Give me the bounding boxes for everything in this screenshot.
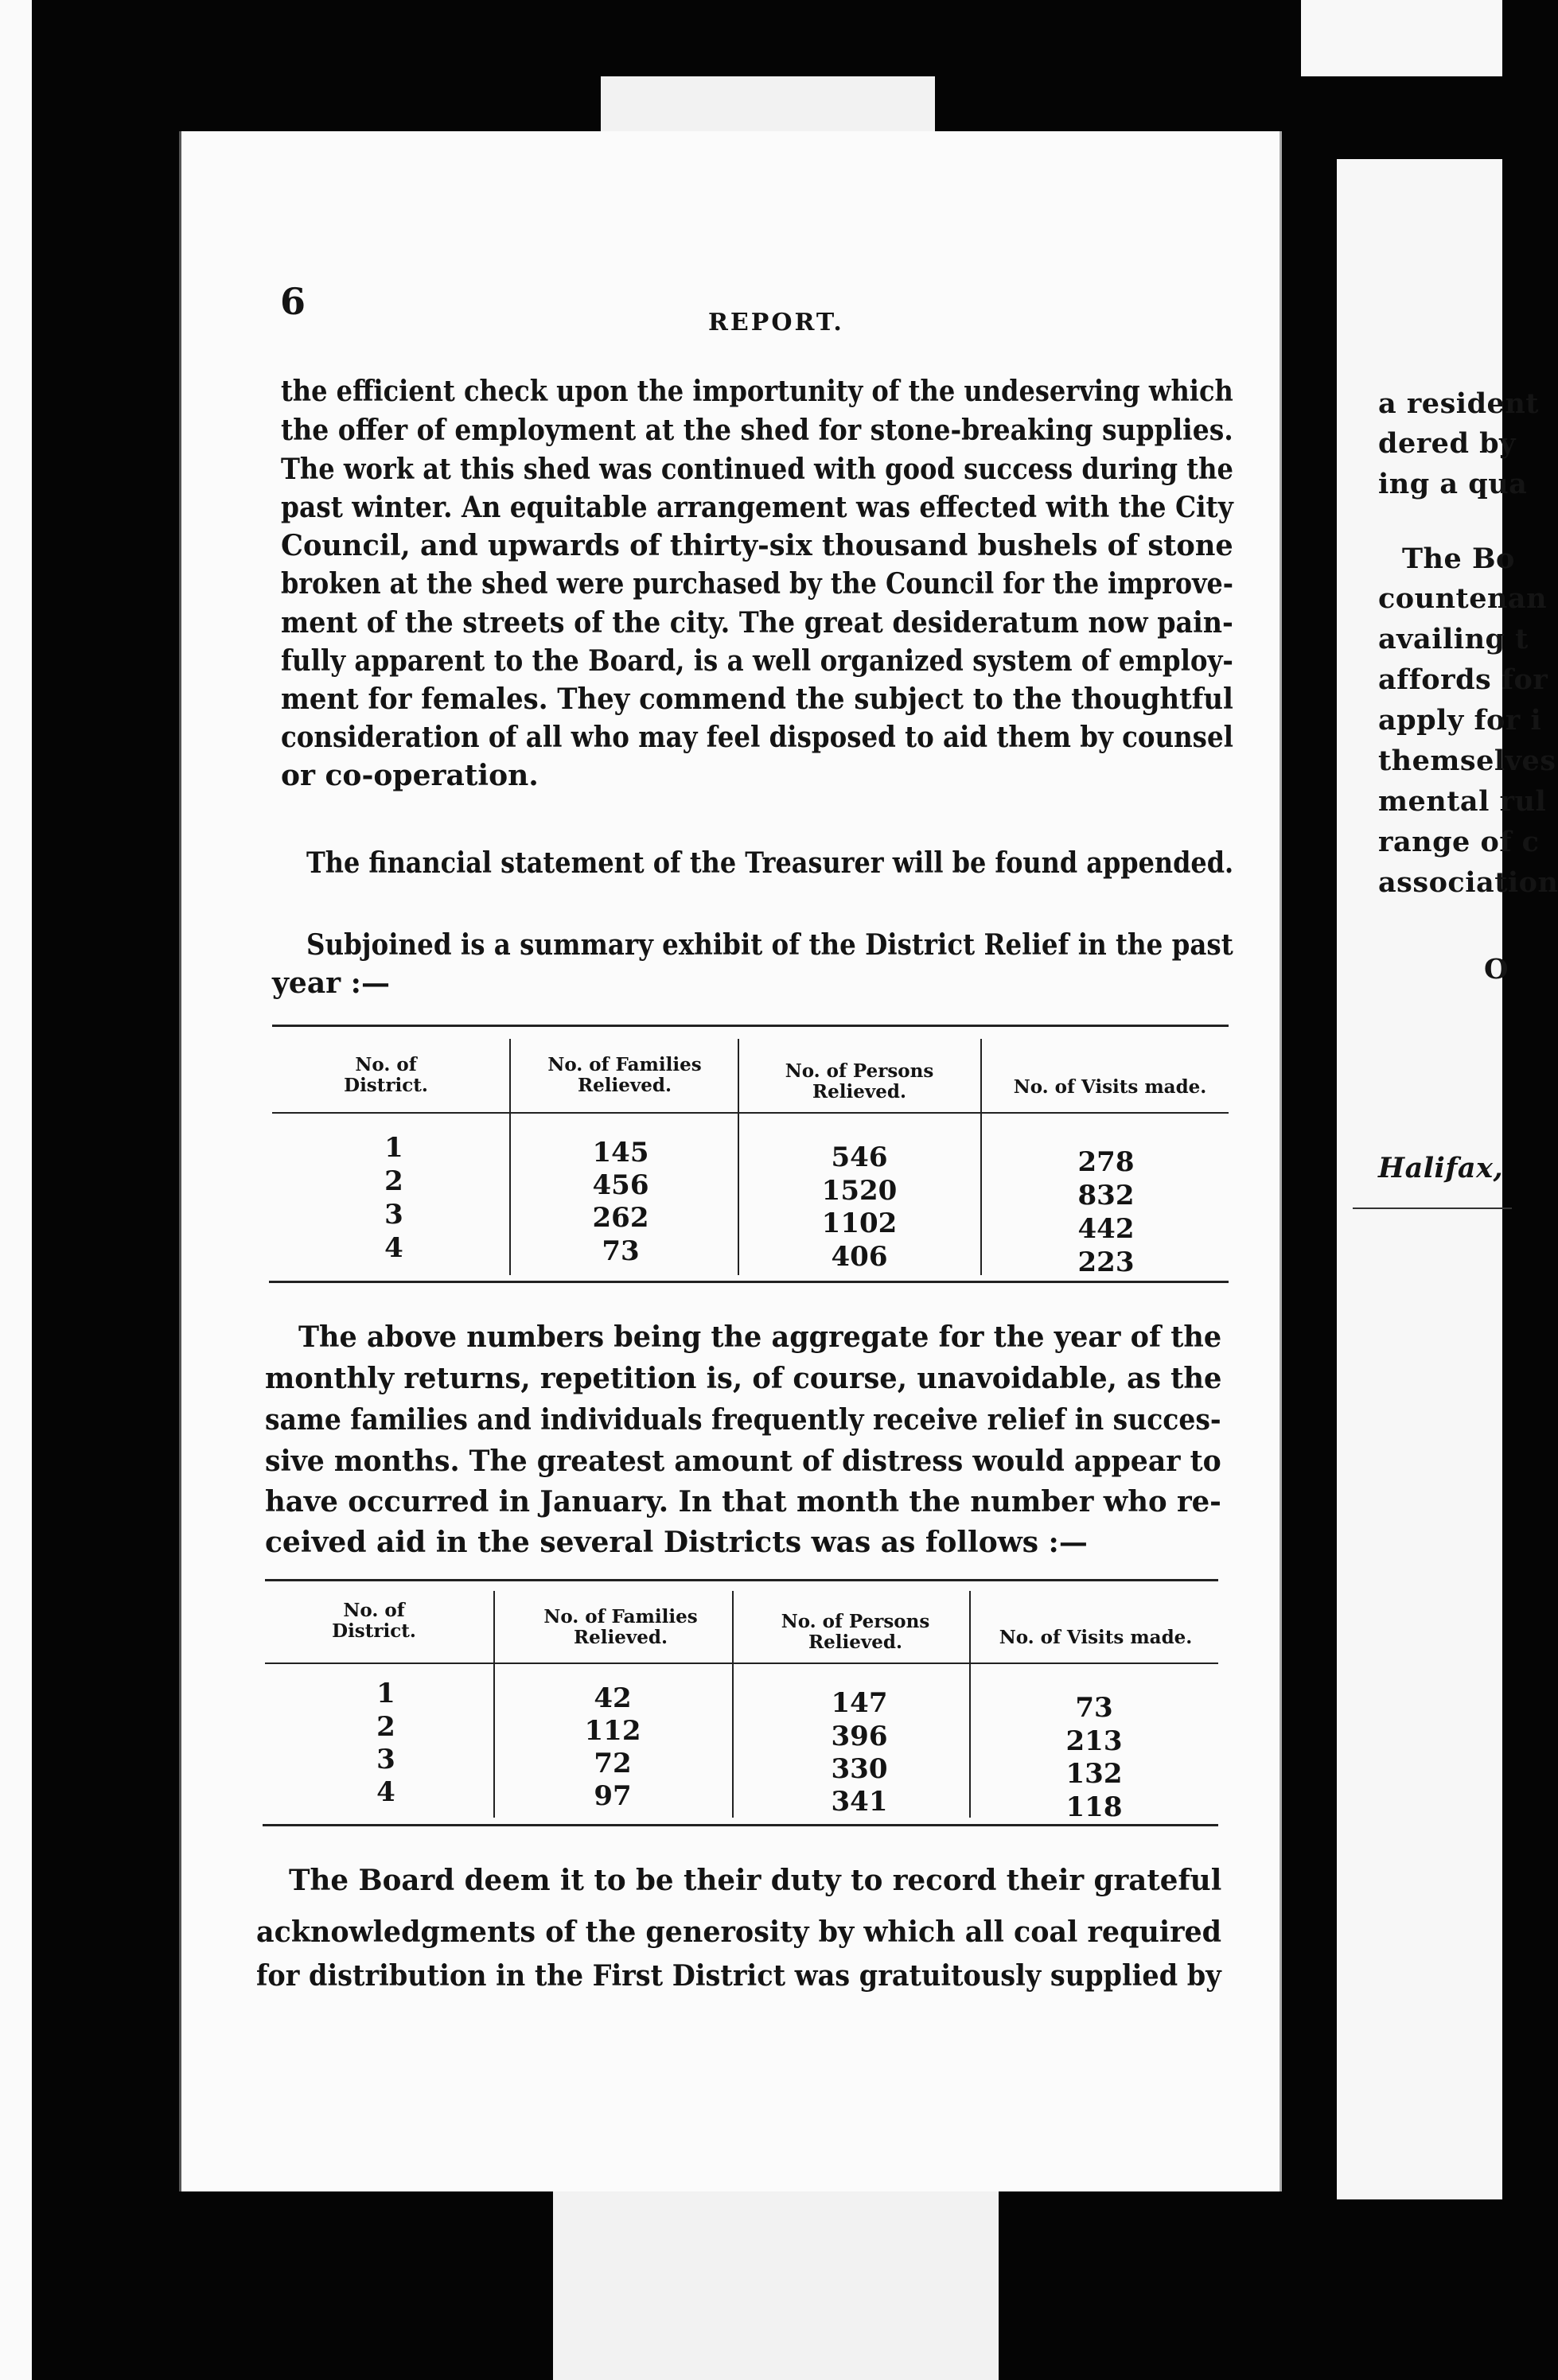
facing-line: availing t (1378, 623, 1529, 655)
body-line: acknowledgments of the generosity by which all coal required (256, 1915, 1222, 1949)
body-line: fully apparent to the Board, is a well organized system of employ- (281, 644, 1233, 678)
table-cell: 396 (831, 1721, 888, 1752)
table-cell: 2 (376, 1711, 395, 1743)
table-cell: 97 (594, 1780, 632, 1812)
table-cell: 1520 (821, 1175, 898, 1207)
body-line: the efficient check upon the importunity of the undeserving which (281, 375, 1233, 408)
body-line: The financial statement of the Treasurer will be found appended. (306, 846, 1234, 880)
body-line: Council, and upwards of thirty-six thousand bushels of stone (281, 529, 1233, 562)
table-cell: 1 (376, 1678, 395, 1709)
body-line: monthly returns, repetition is, of course, unavoidable, as the (265, 1362, 1222, 1395)
page-number: 6 (280, 280, 306, 323)
scan-edge-left (0, 0, 32, 2380)
facing-line: a resident (1378, 387, 1539, 420)
table-cell: 1102 (821, 1208, 898, 1239)
body-line: ceived aid in the several Districts was as follows :— (265, 1526, 1088, 1559)
facing-line: The Bo (1402, 542, 1515, 575)
table-rule (269, 1281, 1229, 1283)
table-cell: 1 (384, 1132, 403, 1164)
facing-rule (1353, 1208, 1512, 1209)
table-header: No. of District. (344, 1054, 428, 1097)
table-column-rule (509, 1039, 511, 1275)
table-rule (272, 1112, 1229, 1114)
table-cell: 456 (592, 1169, 649, 1201)
table-header: No. of Persons Relieved. (781, 1611, 930, 1654)
table-cell: 213 (1065, 1725, 1123, 1757)
body-line: for distribution in the First District was gratuitously supplied by (256, 1959, 1221, 1993)
table-cell: 73 (602, 1235, 640, 1267)
facing-line: mental rul (1378, 785, 1547, 818)
facing-line: association (1378, 866, 1558, 899)
body-line: The work at this shed was continued with good success during the (281, 453, 1233, 486)
facing-page (1337, 159, 1558, 2199)
table-header: No. of Persons Relieved. (785, 1060, 934, 1103)
table-cell: 278 (1077, 1146, 1135, 1178)
running-head: REPORT. (708, 309, 844, 336)
body-line: Subjoined is a summary exhibit of the District Relief in the past (306, 928, 1233, 962)
body-line: The above numbers being the aggregate for the year of the (298, 1320, 1222, 1354)
facing-line: affords for (1378, 663, 1548, 696)
table-cell: 406 (831, 1241, 888, 1273)
table-cell: 262 (592, 1202, 649, 1234)
table-column-rule (980, 1039, 982, 1275)
body-line: ment of the streets of the city. The great desideratum now pain- (281, 606, 1233, 640)
table-column-rule (732, 1591, 734, 1818)
table-cell: 2 (384, 1165, 403, 1197)
body-line: have occurred in January. In that month the number who re- (265, 1485, 1221, 1519)
table-cell: 132 (1065, 1758, 1123, 1790)
facing-line: apply for i (1378, 704, 1542, 737)
table-cell: 442 (1077, 1213, 1135, 1245)
table-cell: 4 (376, 1776, 395, 1808)
table-rule (272, 1025, 1229, 1027)
facing-signature: Halifax, (1378, 1152, 1504, 1184)
body-line: consideration of all who may feel disposed to aid them by counsel (281, 721, 1233, 754)
table-cell: 147 (831, 1687, 888, 1719)
table-column-rule (969, 1591, 971, 1818)
table-cell: 832 (1077, 1180, 1135, 1211)
table-cell: 341 (831, 1786, 888, 1818)
table-cell: 73 (1075, 1692, 1113, 1724)
body-line: broken at the shed were purchased by the Council for the improve- (281, 567, 1233, 601)
facing-line: O (1484, 953, 1509, 986)
facing-line: ing a qua (1378, 468, 1528, 500)
table-cell: 330 (831, 1753, 888, 1785)
table-cell: 112 (584, 1715, 641, 1747)
table-rule (265, 1662, 1218, 1664)
table-cell: 118 (1065, 1791, 1123, 1823)
table-cell: 145 (592, 1137, 649, 1169)
table-cell: 223 (1077, 1246, 1135, 1278)
body-line: the offer of employment at the shed for stone-breaking supplies. (281, 414, 1233, 447)
table-cell: 3 (384, 1199, 403, 1231)
table-cell: 4 (384, 1232, 403, 1264)
table-header: No. of Families Relieved. (543, 1606, 698, 1649)
body-line: ment for females. They commend the subject to the thoughtful (281, 682, 1233, 716)
facing-line: themselves (1378, 745, 1556, 777)
facing-line: countenan (1378, 582, 1548, 615)
table-column-rule (738, 1039, 739, 1275)
body-line: The Board deem it to be their duty to record their grateful (289, 1864, 1222, 1897)
table-cell: 42 (594, 1682, 632, 1714)
scan-edge-top-right (1301, 0, 1502, 76)
body-line: year :— (272, 966, 390, 1000)
table-header: No. of Visits made. (1013, 1076, 1207, 1098)
table-column-rule (493, 1591, 495, 1818)
body-line: sive months. The greatest amount of distress would appear to (265, 1445, 1221, 1478)
table-header: No. of Visits made. (999, 1627, 1193, 1648)
table-header: No. of Families Relieved. (547, 1054, 702, 1097)
table-rule (263, 1824, 1218, 1826)
body-line: same families and individuals frequently receive relief in succes- (265, 1403, 1221, 1437)
body-line: past winter. An equitable arrangement was effected with the City (281, 491, 1233, 524)
table-rule (265, 1579, 1218, 1581)
table-cell: 72 (594, 1748, 632, 1779)
facing-line: range of c (1378, 826, 1540, 858)
body-line: or co-operation. (281, 759, 539, 792)
table-cell: 3 (376, 1744, 395, 1775)
table-cell: 546 (831, 1141, 888, 1173)
table-header: No. of District. (332, 1600, 416, 1643)
facing-line: dered by (1378, 427, 1516, 460)
